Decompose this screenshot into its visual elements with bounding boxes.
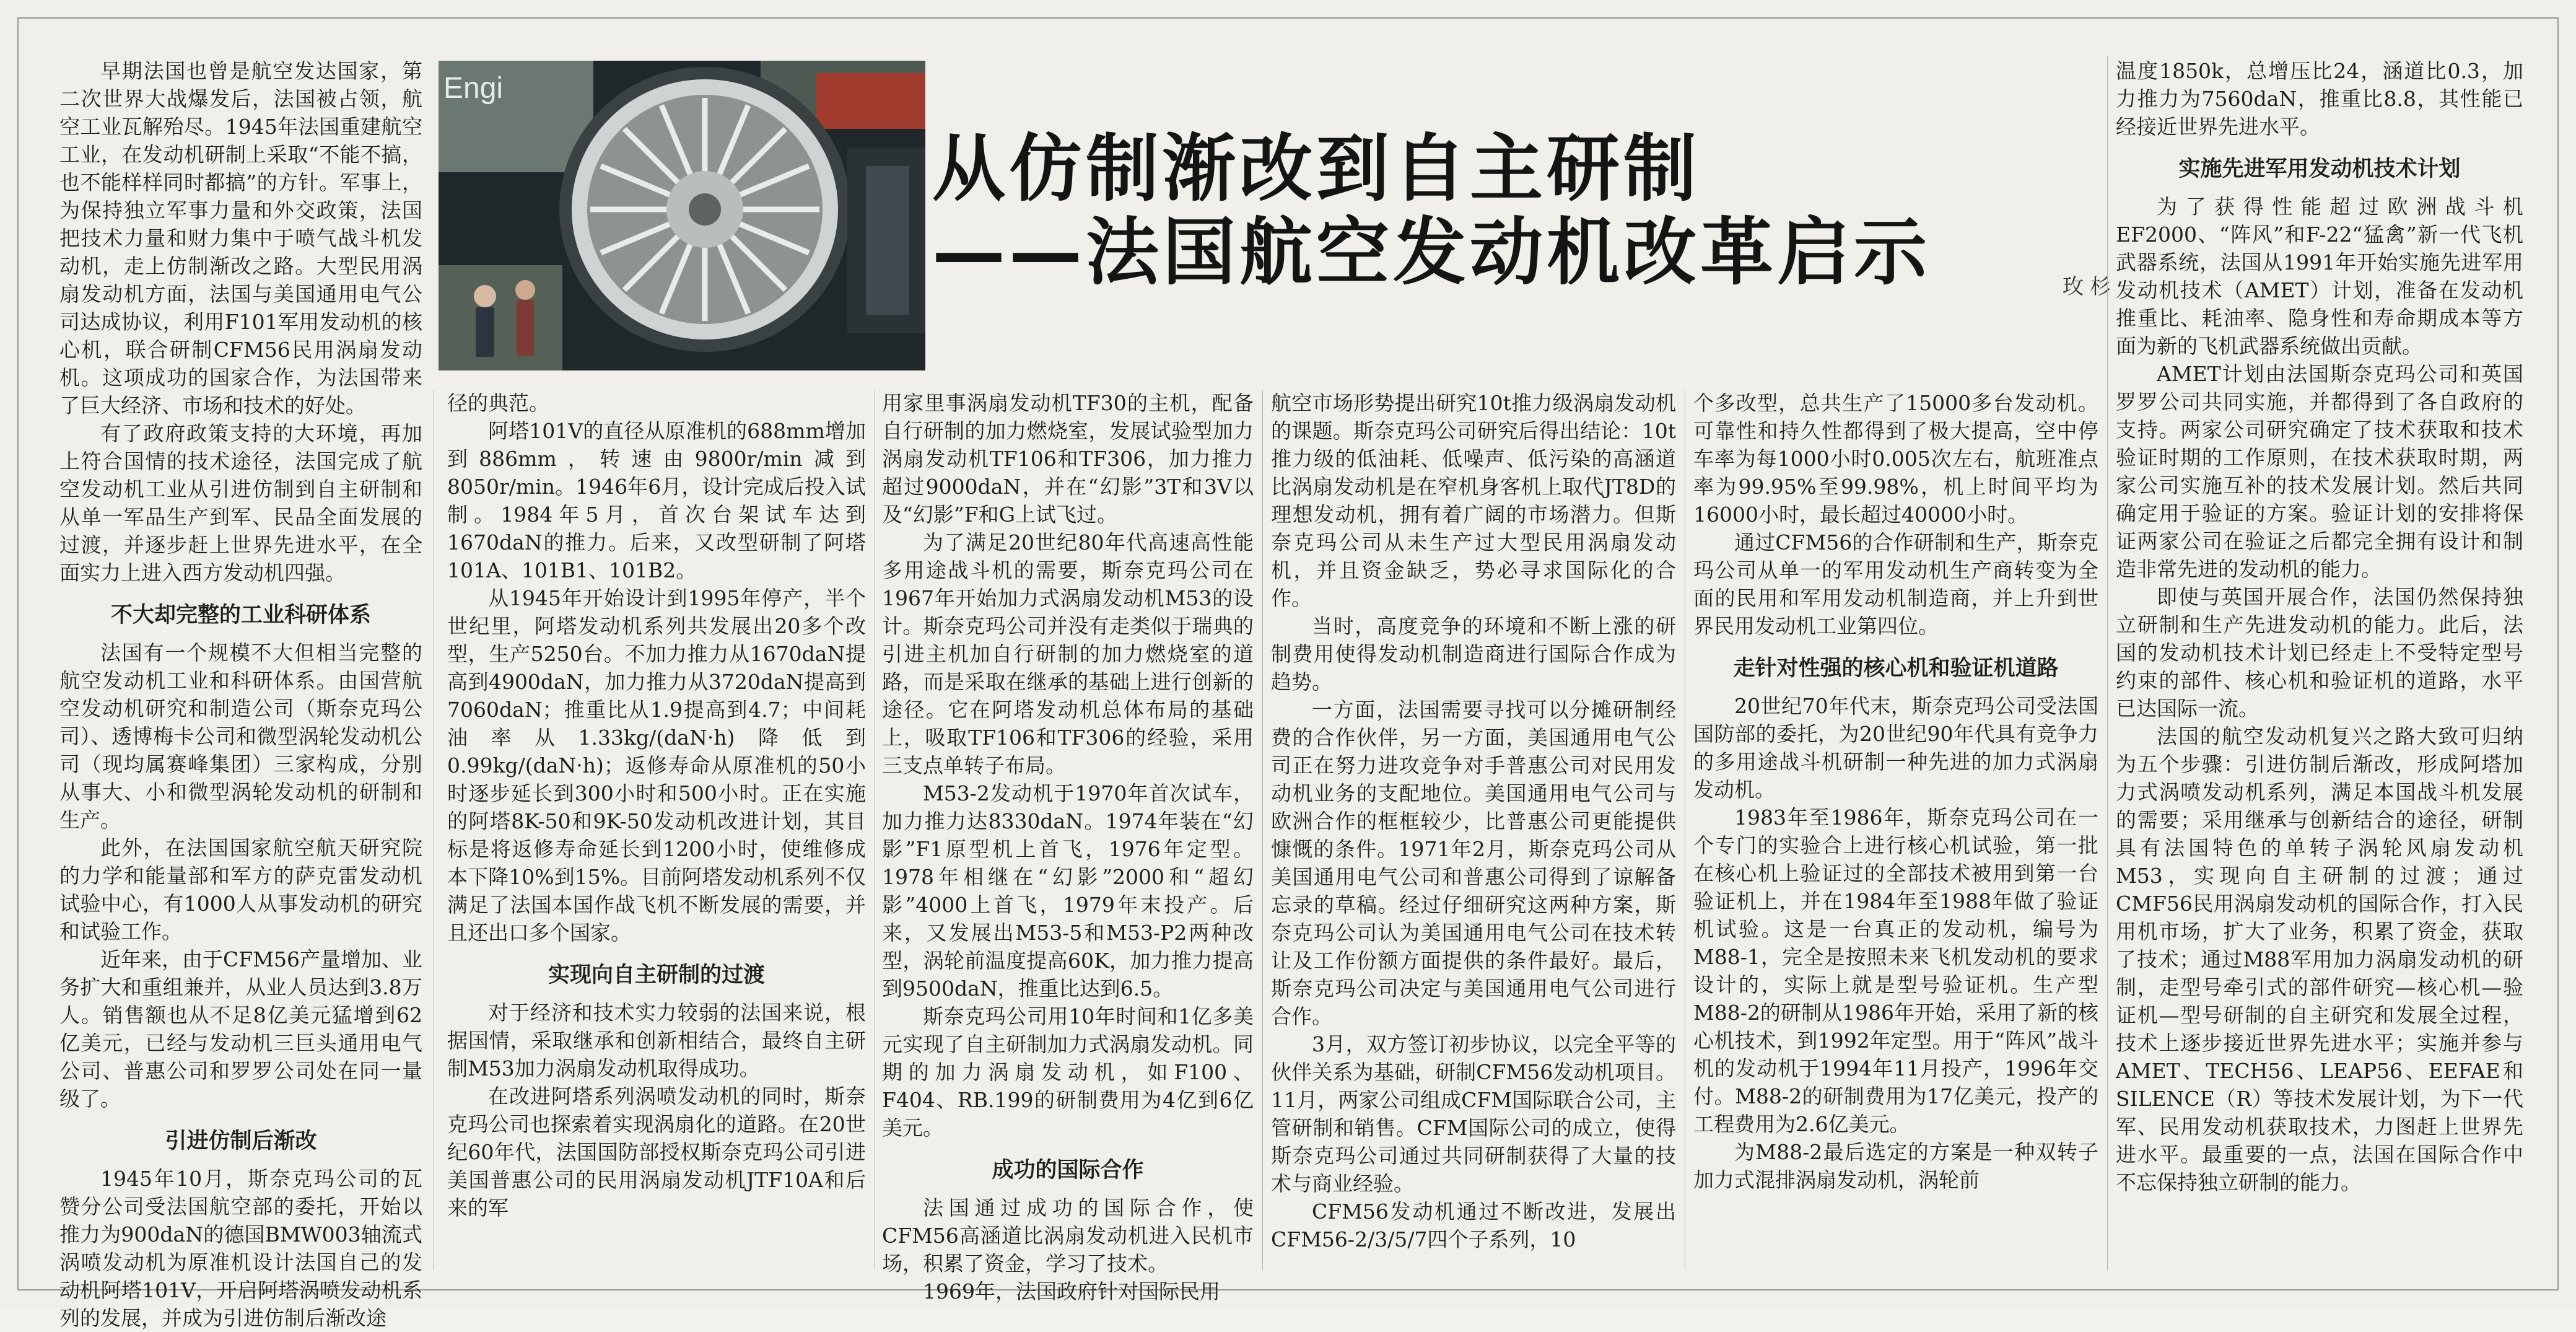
engine-photo: [439, 61, 925, 370]
paragraph: 1983年至1986年，斯奈克玛公司在一个专门的实验合上进行核心机试验，第一批在核心机上验证过的全部技术被用到第一台验证机上，并在1984年至1988年做了验证机试验。这是一台真正的发动机，编号为M88-1，完全是按照未来飞机发动机的要求设计的，实际上就是型号验证机。生产型M88-2的研制从1986年开始，采用了新的核心机技术，到1992年定型。用于“阵风”战斗机的发动机于1994年11月投产，1996年交付。M88-2的研制费用为17亿美元，投产的工程费用为2.6亿美元。: [1693, 805, 2098, 1136]
paragraph: 为了获得性能超过欧洲战斗机EF2000、“阵风”和F-22“猛禽”新一代飞机武器系统，法国从1991年开始实施先进军用发动机技术（AMET）计划，准备在发动机推重比、耗油率、隐身性和寿命期成本等方面为新的飞机武器系统做出贡献。: [2116, 195, 2523, 358]
exhibit-sign-text: Engi: [443, 72, 504, 105]
engine-illustration: [439, 61, 925, 370]
paragraph: 1945年10月，斯奈克玛公司的瓦赞分公司受法国航空部的委托，开始以推力为900daN的德国BMW003轴流式涡喷发动机为原准机设计法国自己的发动机阿塔101V，开启阿塔涡喷发动机系列的发展，并成为引进仿制后渐改途: [59, 1167, 422, 1330]
column-5: [1693, 389, 2098, 1263]
paragraph: 法国的航空发动机复兴之路大致可归纳为五个步骤：引进仿制后渐改，形成阿塔加力式涡喷发动机系列，满足本国战斗机发展的需要；采用继承与创新结合的途径，研制具有法国特色的单转子涡轮风扇发动机M53，实现向自主研制的过渡；通过CMF56民用涡扇发动机的国际合作，打入民用机市场，扩大了业务，积累了资金，获取了技术；通过M88军用加力涡扇发动机的研制，走型号牵引式的部件研究—核心机—验证机—型号研制的自主研究和发展全过程，技术上逐步接近世界先进水平；实施并参与AMET、TECH56、LEAP56、EEFAE和SILENCE（R）等技术发展计划，为下一代军、民用发动机获取技术，力图赶上世界先进水平。最重要的一点，法国在国际合作中不忘保持独立研制的能力。: [2116, 724, 2523, 1194]
byline: 玫杉: [2063, 274, 2117, 299]
paragraph: CFM56发动机通过不断改进，发展出CFM56-2/3/5/7四个子系列，10: [1271, 1199, 1676, 1251]
section-heading: 实施先进军用发动机技术计划: [2178, 157, 2461, 182]
column-rule: [1262, 390, 1263, 1270]
section-heading: 实现向自主研制的过渡: [548, 963, 765, 988]
paragraph: 对于经济和技术实力较弱的法国来说，根据国情，采取继承和创新相结合，最终自主研制M53加力涡扇发动机取得成功。: [447, 1001, 866, 1080]
column-rule: [2107, 56, 2108, 1270]
paragraph: 早期法国也曾是航空发达国家，第二次世界大战爆发后，法国被占领，航空工业瓦解殆尽。1945年法国重建航空工业，在发动机研制上采取“不能不搞，也不能样样同时都搞”的方针。军事上，为保持独立军事力量和外交政策，法国把技术力量和财力集中于喷气战斗机发动机，走上仿制渐改之路。大型民用涡扇发动机方面，法国与美国通用电气公司达成协议，利用F101军用发动机的核心机，联合研制CFM56民用涡扇发动机。这项成功的国家合作，为法国带来了巨大经济、市场和技术的好处。: [59, 59, 422, 418]
paragraph: 通过CFM56的合作研制和生产，斯奈克玛公司从单一的军用发动机生产商转变为全面的民用和军用发动机制造商，并上升到世界民用发动机工业第四位。: [1693, 530, 2098, 638]
paragraph: 即使与英国开展合作，法国仍然保持独立研制和生产先进发动机的能力。此后，法国的发动机技术计划已经走上不受特定型号约束的部件、核心机和验证机的道路，水平已达国际一流。: [2116, 585, 2523, 721]
section-heading: 引进仿制后渐改: [165, 1129, 317, 1154]
column-1: [59, 57, 422, 1330]
paragraph: 法国通过成功的国际合作，使CFM56高涵道比涡扇发动机进入民机市场，积累了资金，学习了技术。: [882, 1196, 1254, 1276]
paragraph: 个多改型，总共生产了15000多台发动机。可靠性和持久性都得到了极大提高，空中停车率为每1000小时0.005次左右，航班准点率为99.95%至99.98%，机上时间平均为16000小时，最长超过40000小时。: [1693, 391, 2098, 527]
section-heading: 成功的国际合作: [992, 1158, 1144, 1183]
section-heading: 走针对性强的核心机和验证机道路: [1733, 656, 2059, 681]
column-4: [1271, 389, 1676, 1263]
paragraph: 有了政府政策支持的大环境，再加上符合国情的技术途径，法国完成了航空发动机工业从引进仿制到自主研制和从单一军品生产到军、民品全面发展的过渡，并逐步赶上世界先进水平，在全面实力上进入西方发动机四强。: [59, 421, 422, 585]
paragraph: 在改进阿塔系列涡喷发动机的同时，斯奈克玛公司也探索着实现涡扇化的道路。在20世纪60年代，法国国防部授权斯奈克玛公司引进美国普惠公司的民用涡扇发动机JTF10A和后来的军: [447, 1084, 866, 1220]
column-2: [447, 389, 866, 1263]
headline-line-1: 从仿制渐改到自主研制: [932, 126, 1701, 211]
paragraph: 一方面，法国需要寻找可以分摊研制经费的合作伙伴，另一方面，美国通用电气公司正在努力进攻竞争对手普惠公司对民用发动机业务的支配地位。美国通用电气公司与欧洲合作的框框较少，比普惠公司更能提供慷慨的条件。1971年2月，斯奈克玛公司从美国通用电气公司和普惠公司得到了谅解备忘录的草稿。经过仔细研究这两种方案，斯奈克玛公司认为美国通用电气公司在技术转让及工作份额方面提供的条件最好。最后，斯奈克玛公司决定与美国通用电气公司进行合作。: [1271, 698, 1676, 1028]
column-3: [882, 389, 1254, 1304]
paragraph: M53-2发动机于1970年首次试车，加力推力达8330daN。1974年装在“幻影”F1原型机上首飞，1976年定型。1978年相继在“幻影”2000和“超幻影”4000上首飞，1979年末投产。后来，又发展出M53-5和M53-P2两种改型，涡轮前温度提高60K，加力推力提高到9500daN，推重比达到6.5。: [882, 781, 1254, 1001]
paragraph: 为M88-2最后选定的方案是一种双转子加力式混排涡扇发动机，涡轮前: [1693, 1140, 2098, 1192]
paragraph: 3月，双方签订初步协议，以完全平等的伙伴关系为基础，研制CFM56发动机项目。11月，两家公司组成CFM国际联合公司，主管研制和销售。CFM国际公司的成立，使得斯奈克玛公司通过共同研制获得了大量的技术与商业经验。: [1271, 1032, 1676, 1196]
paragraph: 1969年，法国政府针对国际民用: [923, 1279, 1220, 1304]
paragraph: 阿塔101V的直径从原准机的688mm增加到886mm，转速由9800r/min减到8050r/min。1946年6月，设计完成后投入试制。1984年5月，首次台架试车达到1670daN的推力。后来，又改型研制了阿塔101A、101B1、101B2。: [447, 419, 866, 582]
paragraph: 温度1850k，总增压比24，涵道比0.3，加力推力为7560daN，推重比8.8，其性能已经接近世界先进水平。: [2116, 59, 2523, 139]
column-6: [2116, 57, 2523, 1262]
paragraph: 为了满足20世纪80年代高速高性能多用途战斗机的需要，斯奈克玛公司在1967年开始加力式涡扇发动机M53的设计。斯奈克玛公司并没有走类似于瑞典的引进主机加自行研制的加力燃烧室的道路，而是采取在继承的基础上进行创新的途径。它在阿塔发动机总体布局的基础上，吸取TF106和TF306的经验，采用三支点单转子布局。: [882, 530, 1254, 778]
headline: [932, 127, 2047, 294]
paragraph: 当时，高度竞争的环境和不断上涨的研制费用使得发动机制造商进行国际合作成为趋势。: [1271, 614, 1676, 694]
paragraph: 径的典范。: [447, 391, 549, 415]
paragraph: 斯奈克玛公司用10年时间和1亿多美元实现了自主研制加力式涡扇发动机。同期的加力涡扇发动机，如F100、F404、RB.199的研制费用为4亿到6亿美元。: [882, 1004, 1254, 1140]
paragraph: 航空市场形势提出研究10t推力级涡扇发动机的课题。斯奈克玛公司研究后得出结论：10t推力级的低油耗、低噪声、低污染的高涵道比涡扇发动机是在窄机身客机上取代JT8D的理想发动机，拥有着广阔的市场潜力。但斯奈克玛公司从未生产过大型民用涡扇发动机，并且资金缺乏，势必寻求国际化的合作。: [1271, 391, 1676, 610]
paragraph: AMET计划由法国斯奈克玛公司和英国罗罗公司共同实施，并都得到了各自政府的支持。两家公司研究确定了技术获取和技术验证时期的工作原则，在技术获取时期，两家公司实施互补的技术发展计划。然后共同确定用于验证的方案。验证计划的安排将保证两家公司在验证之后都完全拥有设计和制造非常先进的发动机的能力。: [2116, 362, 2523, 581]
paragraph: 从1945年开始设计到1995年停产，半个世纪里，阿塔发动机系列共发展出20多个改型，生产5250台。不加力推力从1670daN提高到4900daN，加力推力从3720daN提高到7060daN；推重比从1.9提高到4.7；中间耗油率从1.33kg/(daN·h)降低到0.99kg/(daN·h)；返修寿命从原准机的50小时逐步延长到300小时和500小时。正在实施的阿塔8K-50和9K-50发动机改进计划，其目标是将返修寿命延长到1200小时，使维修成本下降10%到15%。目前阿塔发动机系列不仅满足了法国本国作战飞机不断发展的需要，并且还出口多个国家。: [447, 586, 866, 945]
headline-line-2: ——法国航空发动机改革启示: [932, 209, 1931, 295]
paragraph: 法国有一个规模不大但相当完整的航空发动机工业和科研体系。由国营航空发动机研究和制造公司（斯奈克玛公司）、透博梅卡公司和微型涡轮发动机公司（现均属赛峰集团）三家构成，分别从事大、小和微型涡轮发动机的研制和生产。: [59, 641, 422, 832]
paragraph: 近年来，由于CFM56产量增加、业务扩大和重组兼并，从业人员达到3.8万人。销售额也从不足8亿美元猛增到62亿美元，已经与发动机三巨头通用电气公司、普惠公司和罗罗公司处在同一量级了。: [59, 947, 422, 1111]
paragraph: 20世纪70年代末，斯奈克玛公司受法国国防部的委托，为20世纪90年代具有竞争力的多用途战斗机研制一种先进的加力式涡扇发动机。: [1693, 694, 2098, 802]
paragraph: 此外，在法国国家航空航天研究院的力学和能量部和军方的萨克雷发动机试验中心，有1000人从事发动机的研究和试验工作。: [59, 836, 422, 944]
paragraph: 用家里事涡扇发动机TF30的主机，配备自行研制的加力燃烧室，发展试验型加力涡扇发动机TF106和TF306，加力推力超过9000daN，并在“幻影”3T和3V以及“幻影”F和G上试飞过。: [882, 391, 1254, 527]
section-heading: 不大却完整的工业科研体系: [110, 603, 371, 628]
